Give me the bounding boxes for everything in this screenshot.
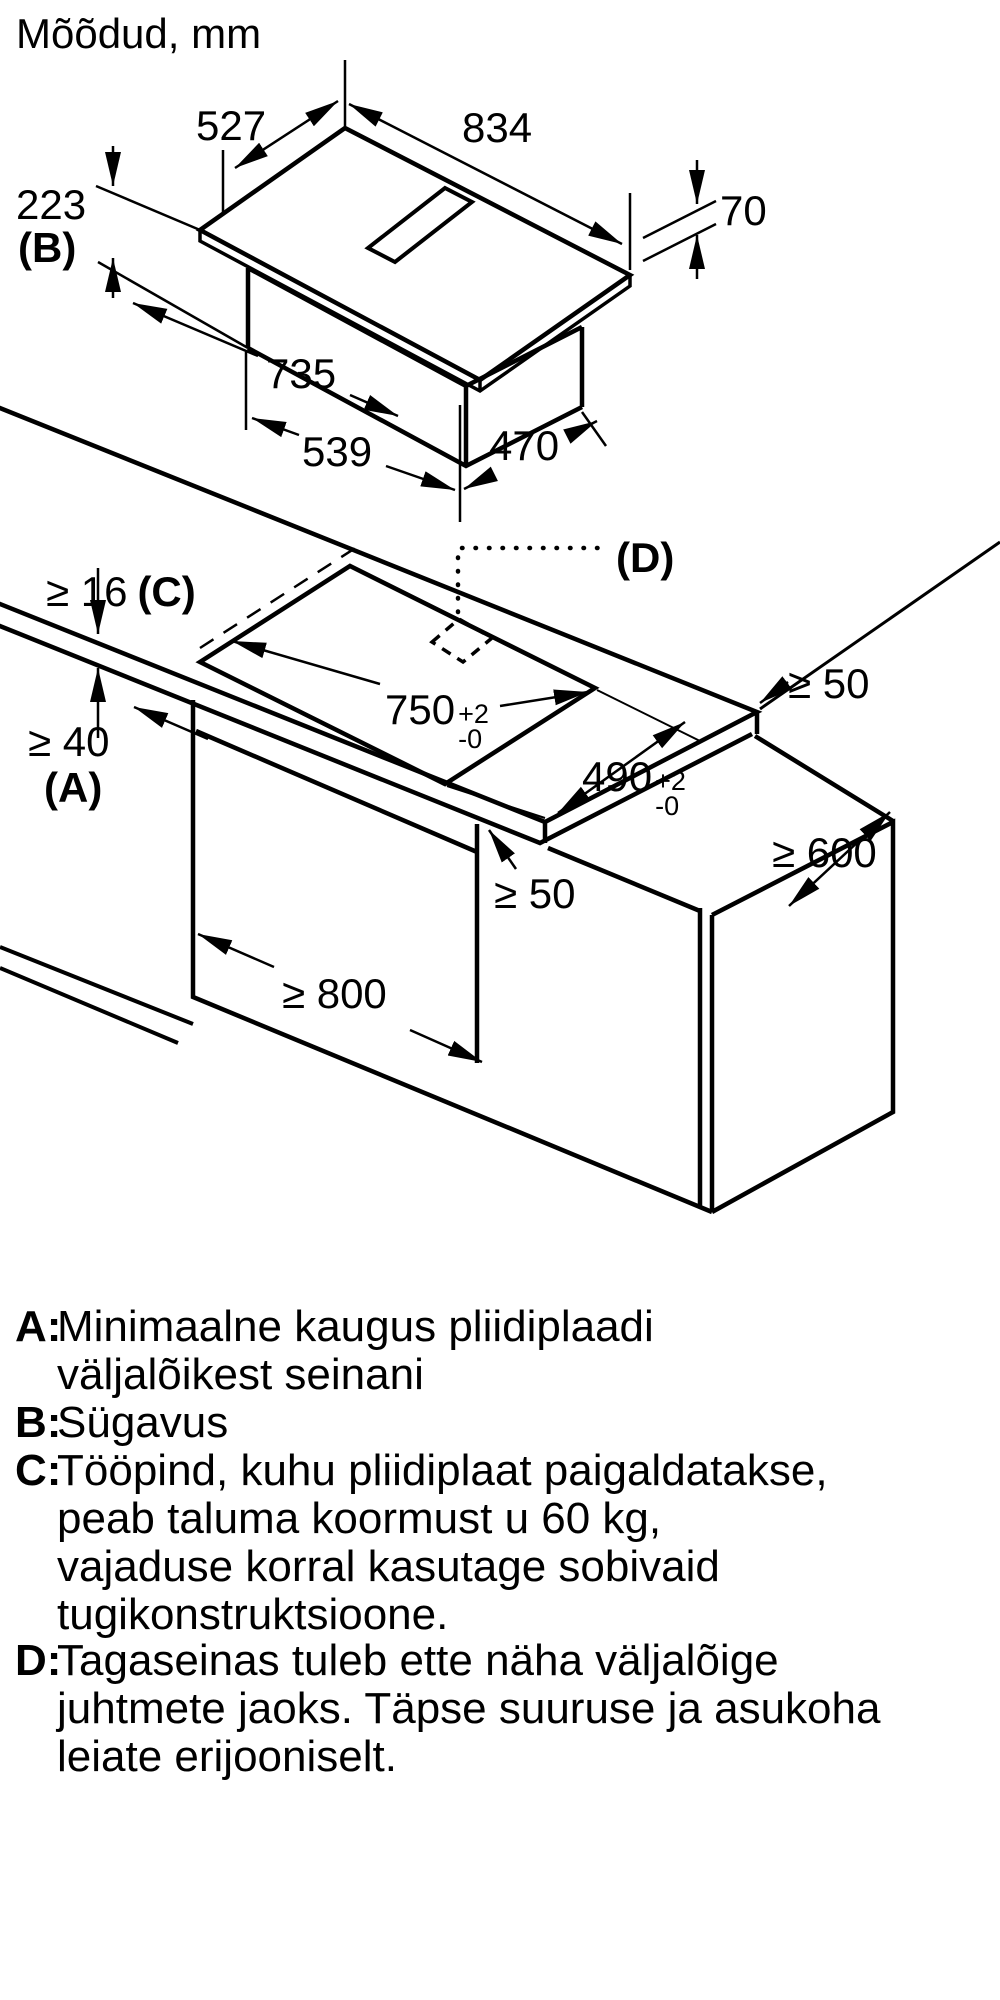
legend-text: vajaduse korral kasutage sobivaid: [57, 1542, 720, 1591]
dim-750-value: 750: [385, 686, 456, 733]
dim-750-label: [385, 688, 489, 753]
legend-key-b: B:: [15, 1398, 62, 1447]
dim-223-key-label: (B): [18, 224, 77, 271]
dim-490-tol-minus: -0: [655, 791, 680, 821]
dim-750-tol-minus: -0: [458, 724, 483, 754]
hob-drawing: [96, 60, 716, 522]
dim-539-seg1: [252, 418, 299, 435]
dim-223-leader-lower: [98, 262, 248, 348]
legend-text: Tagaseinas tuleb ette näha väljalõige: [57, 1636, 779, 1685]
dim-470-seg1: [464, 474, 494, 489]
dim-223-label: 223: [16, 181, 87, 228]
dim-800-seg2: [410, 1030, 482, 1062]
legend-key-a: A:: [15, 1302, 62, 1351]
dim-750-tolerance: [458, 699, 489, 754]
dim-490-tol-plus: +2: [655, 766, 686, 796]
dim-50-inner-leader: [489, 830, 516, 869]
c-leader-dashed: [200, 545, 360, 648]
dim-50-inner-label: ≥ 50: [494, 870, 576, 917]
legend-text: peab taluma koormust u 60 kg,: [57, 1494, 662, 1543]
legend-text: Tööpind, kuhu pliidiplaat paigaldatakse,: [57, 1446, 828, 1495]
dim-735-label: 735: [266, 350, 337, 397]
dim-800-label: ≥ 800: [282, 970, 387, 1017]
legend-text: leiate erijooniselt.: [57, 1732, 397, 1781]
dim-750-seg1: [232, 641, 380, 684]
installation-drawing: [0, 402, 1000, 1212]
dim-16-value: ≥ 16: [46, 568, 128, 615]
dim-50-right-label: ≥ 50: [788, 660, 870, 707]
legend-text: Minimaalne kaugus pliidiplaadi: [57, 1302, 654, 1351]
dim-600-label: ≥ 600: [772, 829, 877, 876]
dim-539-label: 539: [302, 428, 373, 475]
dim-750-tol-plus: +2: [458, 699, 489, 729]
worktop-key-label: (C): [137, 568, 196, 615]
legend-key-d: D:: [15, 1636, 62, 1685]
dim-800-seg1: [198, 934, 274, 967]
dim-834-label: 834: [462, 104, 533, 151]
dim-70-label: 70: [720, 187, 767, 234]
wall-key-label: (A): [44, 764, 103, 811]
dim-490-value: 490: [582, 753, 653, 800]
dim-470-label: 470: [489, 422, 560, 469]
page-title: Mõõdud, mm: [16, 10, 262, 57]
dim-490-ext2: [597, 690, 700, 741]
dim-40-leader: [134, 707, 208, 739]
dim-70-ext-lower: [643, 224, 716, 261]
dim-527-label: 527: [196, 102, 267, 149]
dim-16-label: [46, 570, 196, 614]
hob-glass-top: [200, 128, 630, 380]
cabinet-outline: [193, 700, 893, 1212]
dim-735-seg1: [133, 303, 258, 356]
legend-text: väljalõikest seinani: [57, 1350, 424, 1399]
cable-cutout-dashed: [432, 619, 492, 662]
install-dimension-lines: [98, 568, 890, 1062]
dim-490-tolerance: [655, 766, 686, 821]
legend-key-c: C:: [15, 1446, 62, 1495]
dim-539-seg2: [386, 466, 455, 490]
legend-text: tugikonstruktsioone.: [57, 1590, 449, 1639]
dim-223-leader-upper: [96, 186, 200, 230]
dim-70-ext-upper: [643, 201, 716, 238]
legend-text: Sügavus: [57, 1398, 229, 1447]
dim-40-label: ≥ 40: [28, 718, 110, 765]
legend-text: juhtmete jaoks. Täpse suuruse ja asukoha: [57, 1684, 881, 1733]
dim-490-label: [582, 755, 686, 820]
ext-body-right: [582, 412, 606, 446]
plinth-lines: [0, 947, 193, 1043]
cable-key-label: (D): [616, 534, 675, 581]
